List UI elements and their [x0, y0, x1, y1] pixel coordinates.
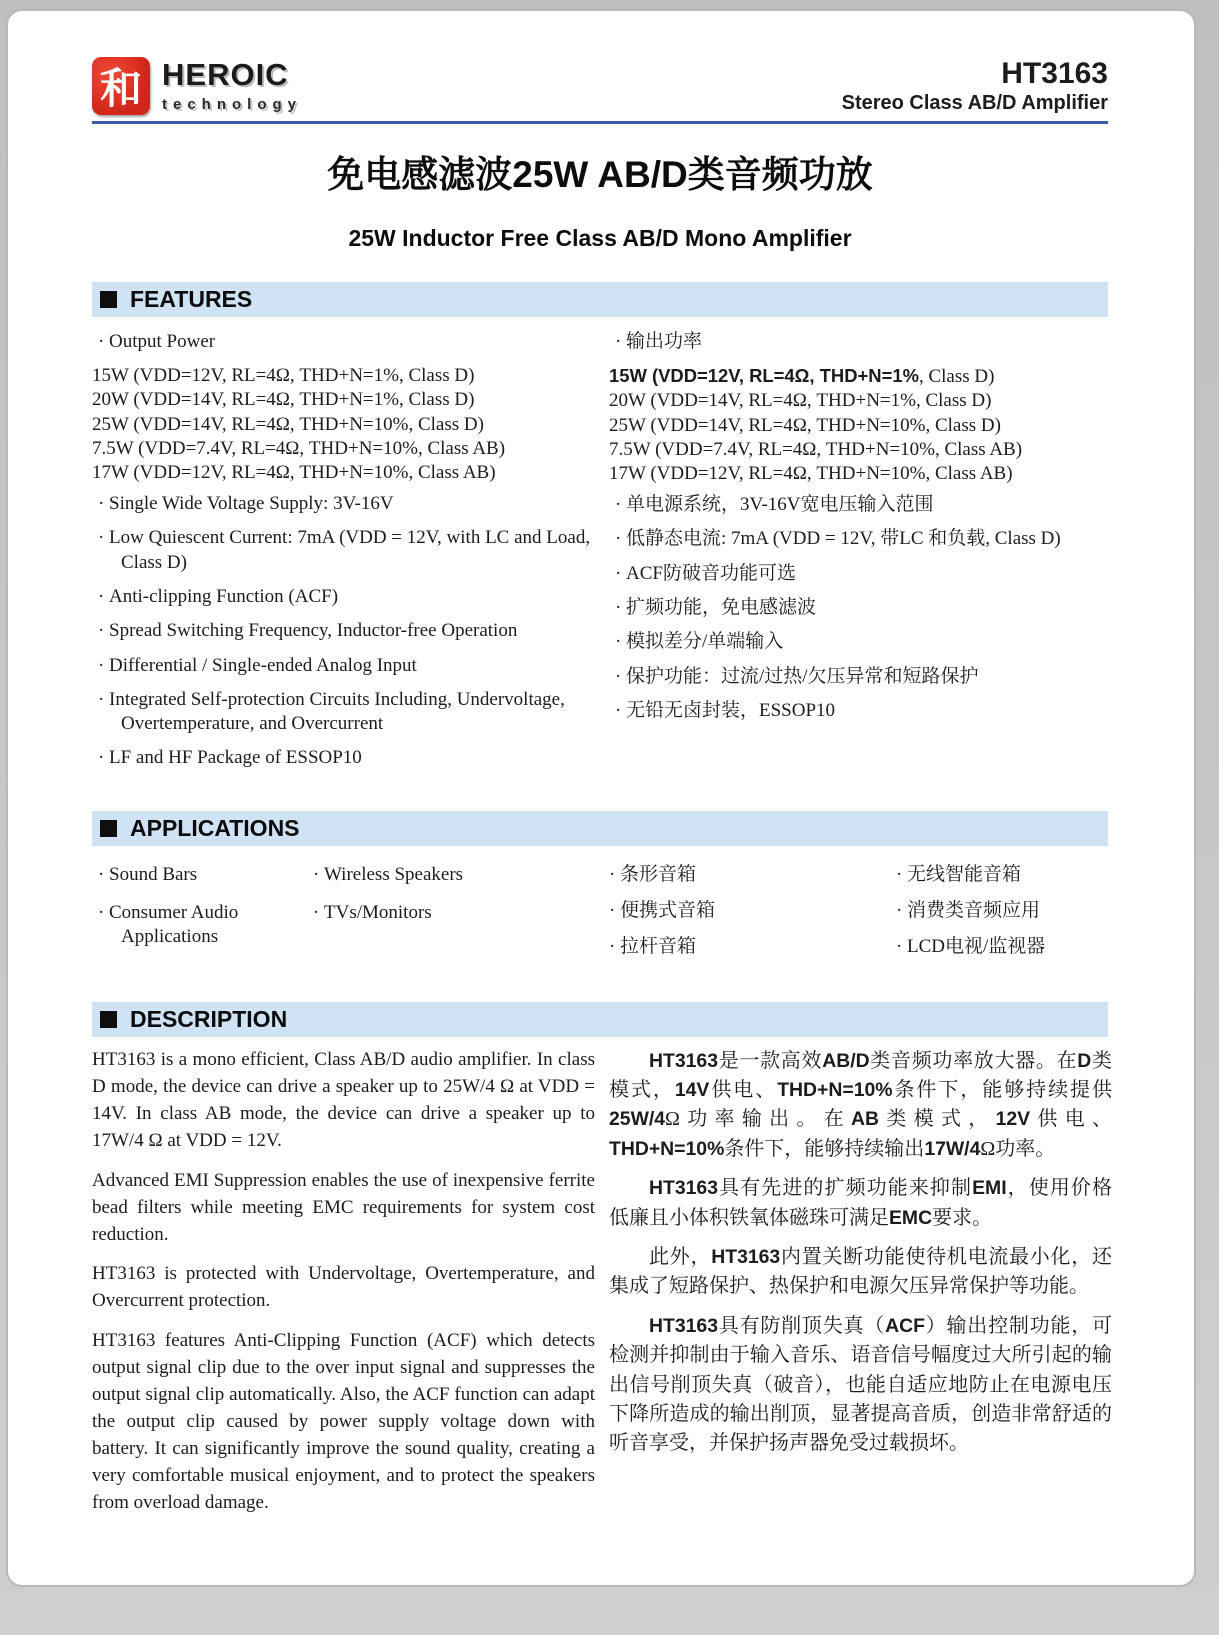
feature-text: Integrated Self-protection Circuits Including, Undervoltage, Overtemperature, and Overcurrent [109, 688, 565, 735]
application-item [307, 901, 603, 925]
feature-text: 输出功率 [626, 331, 703, 352]
feature-item [609, 665, 1112, 689]
section-square-icon [100, 1011, 117, 1028]
power-ratings-en [92, 364, 595, 485]
feature-text: Spread Switching Frequency, Inductor-free Operation [109, 620, 518, 642]
bullet-dot: · [98, 492, 105, 514]
bullet-dot: · [98, 620, 105, 642]
power-line: 25W (VDD=14V, RL=4Ω, THD+N=10%, Class D) [609, 414, 1001, 436]
features-heading-bar [92, 282, 1108, 317]
application-item [92, 901, 307, 950]
feature-item [92, 492, 595, 516]
logo-text [162, 59, 302, 113]
application-text: 消费类音频应用 [907, 900, 1041, 922]
feature-item [92, 585, 595, 609]
application-text: TVs/Monitors [324, 902, 432, 924]
feature-item [609, 330, 1112, 354]
features-section [92, 282, 1108, 781]
bullet-dot: · [896, 900, 903, 922]
feature-item [609, 699, 1112, 723]
bullet-dot: · [896, 936, 903, 958]
description-section [92, 1002, 1113, 1531]
application-text: Sound Bars [109, 863, 198, 885]
bullet-dot: · [615, 665, 622, 687]
applications-col-2 [307, 863, 603, 972]
power-line: 17W (VDD=12V, RL=4Ω, THD+N=10%, Class AB) [609, 462, 1013, 484]
application-text: LCD电视/监视器 [907, 936, 1046, 958]
bullet-dot: · [615, 493, 622, 515]
bullet-dot: · [98, 688, 105, 710]
datasheet-page [6, 9, 1196, 1587]
power-line: 7.5W (VDD=7.4V, RL=4Ω, THD+N=10%, Class AB) [609, 438, 1023, 460]
description-paragraph-zh-3: 此外，HT3163内置关断功能使待机电流最小化，还集成了短路保护、热保护和电源欠压异常保护等功能。 [609, 1246, 1113, 1298]
application-text: 条形音箱 [620, 863, 697, 885]
description-heading-bar [92, 1002, 1108, 1037]
feature-item [92, 688, 595, 737]
power-line-sans: 15W (VDD=12V, RL=4Ω, THD+N=1% [609, 365, 919, 387]
feature-text: Single Wide Voltage Supply: 3V-16V [109, 492, 394, 514]
bullet-dot: · [313, 863, 320, 885]
feature-text: Differential / Single-ended Analog Input [109, 654, 417, 676]
applications-heading-bar [92, 811, 1108, 846]
feature-item [92, 526, 595, 575]
bullet-dot: · [615, 631, 622, 653]
header-divider [92, 121, 1108, 124]
applications-heading: APPLICATIONS [130, 814, 300, 841]
bullet-dot: · [98, 747, 105, 769]
application-item [890, 863, 1108, 887]
applications-col-4 [890, 863, 1108, 972]
power-line-serif: , Class D) [918, 366, 995, 388]
description-paragraph-en-2: Advanced EMI Suppression enables the use of inexpensive ferrite bead filters while meeting EMC requirements for system cost reduction. [92, 1169, 595, 1245]
feature-item [609, 596, 1112, 620]
application-item [603, 935, 890, 959]
feature-text: Low Quiescent Current: 7mA (VDD = 12V, with LC and Load, Class D) [109, 527, 591, 573]
application-item [307, 863, 603, 887]
application-text: Consumer Audio Applications [109, 902, 239, 948]
bullet-dot: · [98, 902, 105, 924]
feature-item [92, 330, 595, 354]
part-number: HT3163 [1001, 57, 1108, 90]
power-line: 20W (VDD=14V, RL=4Ω, THD+N=1%, Class D) [92, 389, 475, 411]
feature-text: 扩频功能，免电感滤波 [626, 596, 817, 618]
page-header [92, 57, 1108, 115]
brand-name: HEROIC [162, 57, 289, 92]
bullet-dot: · [615, 596, 622, 618]
application-item [890, 899, 1108, 923]
description-paragraph-zh-4: HT3163具有防削顶失真（ACF）输出控制功能，可检测并抑制由于输入音乐、语音信号幅度过大所引起的输出信号削顶失真（破音），也能自适应地防止在电源电压下降所造成的输出削顶，显著提高音质，创造非常舒适的听音享受，并保护扬声器免受过载损坏。 [609, 1314, 1113, 1455]
features-en-column [92, 330, 595, 781]
bullet-dot: · [313, 902, 320, 924]
features-heading: FEATURES [130, 286, 253, 312]
feature-text: 低静态电流: 7mA (VDD = 12V, 带LC 和负载, Class D) [626, 528, 1061, 550]
bullet-dot: · [615, 562, 622, 584]
bullet-dot: · [609, 900, 616, 922]
application-item [603, 899, 890, 923]
feature-text: Output Power [109, 331, 216, 352]
brand-tagline: technology [162, 96, 303, 113]
application-text: 便携式音箱 [620, 900, 716, 922]
features-zh-column [609, 330, 1112, 781]
application-text: 拉杆音箱 [620, 936, 697, 958]
power-line: 25W (VDD=14V, RL=4Ω, THD+N=10%, Class D) [92, 413, 484, 435]
application-text: 无线智能音箱 [907, 863, 1022, 885]
description-paragraph-en-1: HT3163 is a mono efficient, Class AB/D audio amplifier. In class D mode, the device can drive a speaker up to 25W/4 Ω at VDD = 14V. In class AB mode, the device can drive a speaker up to 17W/4 Ω at VDD = 12V. [92, 1048, 595, 1151]
section-square-icon [100, 291, 117, 308]
power-line: 15W (VDD=12V, RL=4Ω, THD+N=1%, Class D) [92, 365, 475, 387]
bullet-dot: · [615, 699, 622, 721]
power-line: 20W (VDD=14V, RL=4Ω, THD+N=1%, Class D) [609, 390, 992, 412]
product-line: Stereo Class AB/D Amplifier [841, 92, 1108, 114]
application-item [92, 863, 307, 887]
heroic-seal-icon [92, 57, 150, 115]
feature-text: ACF防破音功能可选 [626, 562, 796, 584]
part-header [842, 57, 1108, 115]
bullet-dot: · [98, 331, 105, 352]
feature-text: Anti-clipping Function (ACF) [109, 585, 339, 607]
feature-text: 保护功能：过流/过热/欠压异常和短路保护 [626, 665, 979, 687]
title-en: 25W Inductor Free Class AB/D Mono Amplifier [348, 225, 852, 251]
feature-item [609, 562, 1112, 586]
bullet-dot: · [98, 654, 105, 676]
bullet-dot: · [896, 863, 903, 885]
title-zh: 免电感滤波25W AB/D类音频功放 [327, 154, 873, 195]
section-square-icon [100, 820, 117, 837]
description-en-column [92, 1047, 595, 1531]
power-line [609, 364, 1112, 389]
bullet-dot: · [98, 527, 105, 549]
application-item [603, 863, 890, 887]
application-text: Wireless Speakers [324, 863, 464, 885]
feature-text: LF and HF Package of ESSOP10 [109, 747, 362, 769]
description-paragraph-en-3: HT3163 is protected with Undervoltage, Overtemperature, and Overcurrent protection. [92, 1263, 595, 1312]
bullet-dot: · [98, 585, 105, 607]
description-heading: DESCRIPTION [130, 1005, 288, 1032]
feature-text: 单电源系统，3V-16V宽电压输入范围 [626, 493, 934, 515]
power-ratings-zh [609, 364, 1112, 486]
bullet-dot: · [615, 331, 622, 352]
feature-item [609, 630, 1112, 654]
seal-glyph: 和 [99, 67, 142, 113]
bullet-dot: · [98, 863, 105, 885]
bullet-dot: · [609, 863, 616, 885]
applications-col-1 [92, 863, 307, 972]
description-paragraph-zh-2: HT3163具有先进的扩频功能来抑制EMI，使用价格低廉且小体积铁氧体磁珠可满足EMC要求。 [609, 1177, 1113, 1229]
feature-text: 模拟差分/单端输入 [626, 631, 784, 653]
feature-text: 无铅无卤封装，ESSOP10 [626, 699, 836, 721]
applications-col-3 [603, 863, 890, 972]
feature-item [92, 619, 595, 643]
power-line: 7.5W (VDD=7.4V, RL=4Ω, THD+N=10%, Class AB) [92, 437, 506, 459]
description-paragraph-en-4: HT3163 features Anti-Clipping Function (ACF) which detects output signal clip due to the over input signal and suppresses the output signal clip automatically. Also, the ACF function can adapt the output clip caused by power supply voltage down with battery. It can significantly improve the sound quality, creating a very comfortable musical enjoyment, and to protect the speakers from overload damage. [92, 1330, 595, 1514]
description-paragraph-zh-1: HT3163是一款高效AB/D类音频功率放大器。在D类模式，14V供电、THD+N=10%条件下，能够持续提供25W/4Ω功率输出。在AB类模式，12V供电、THD+N=10%条件下，能够持续输出17W/4Ω功率。 [609, 1049, 1113, 1160]
heroic-logo [92, 57, 302, 115]
applications-section [92, 811, 1108, 972]
feature-item [92, 654, 595, 678]
bullet-dot: · [609, 936, 616, 958]
bullet-dot: · [615, 528, 622, 550]
feature-item [609, 527, 1112, 551]
feature-item [92, 746, 595, 770]
description-zh-column [609, 1047, 1112, 1531]
application-item [890, 935, 1108, 959]
feature-item [609, 493, 1112, 517]
power-line: 17W (VDD=12V, RL=4Ω, THD+N=10%, Class AB) [92, 461, 496, 483]
